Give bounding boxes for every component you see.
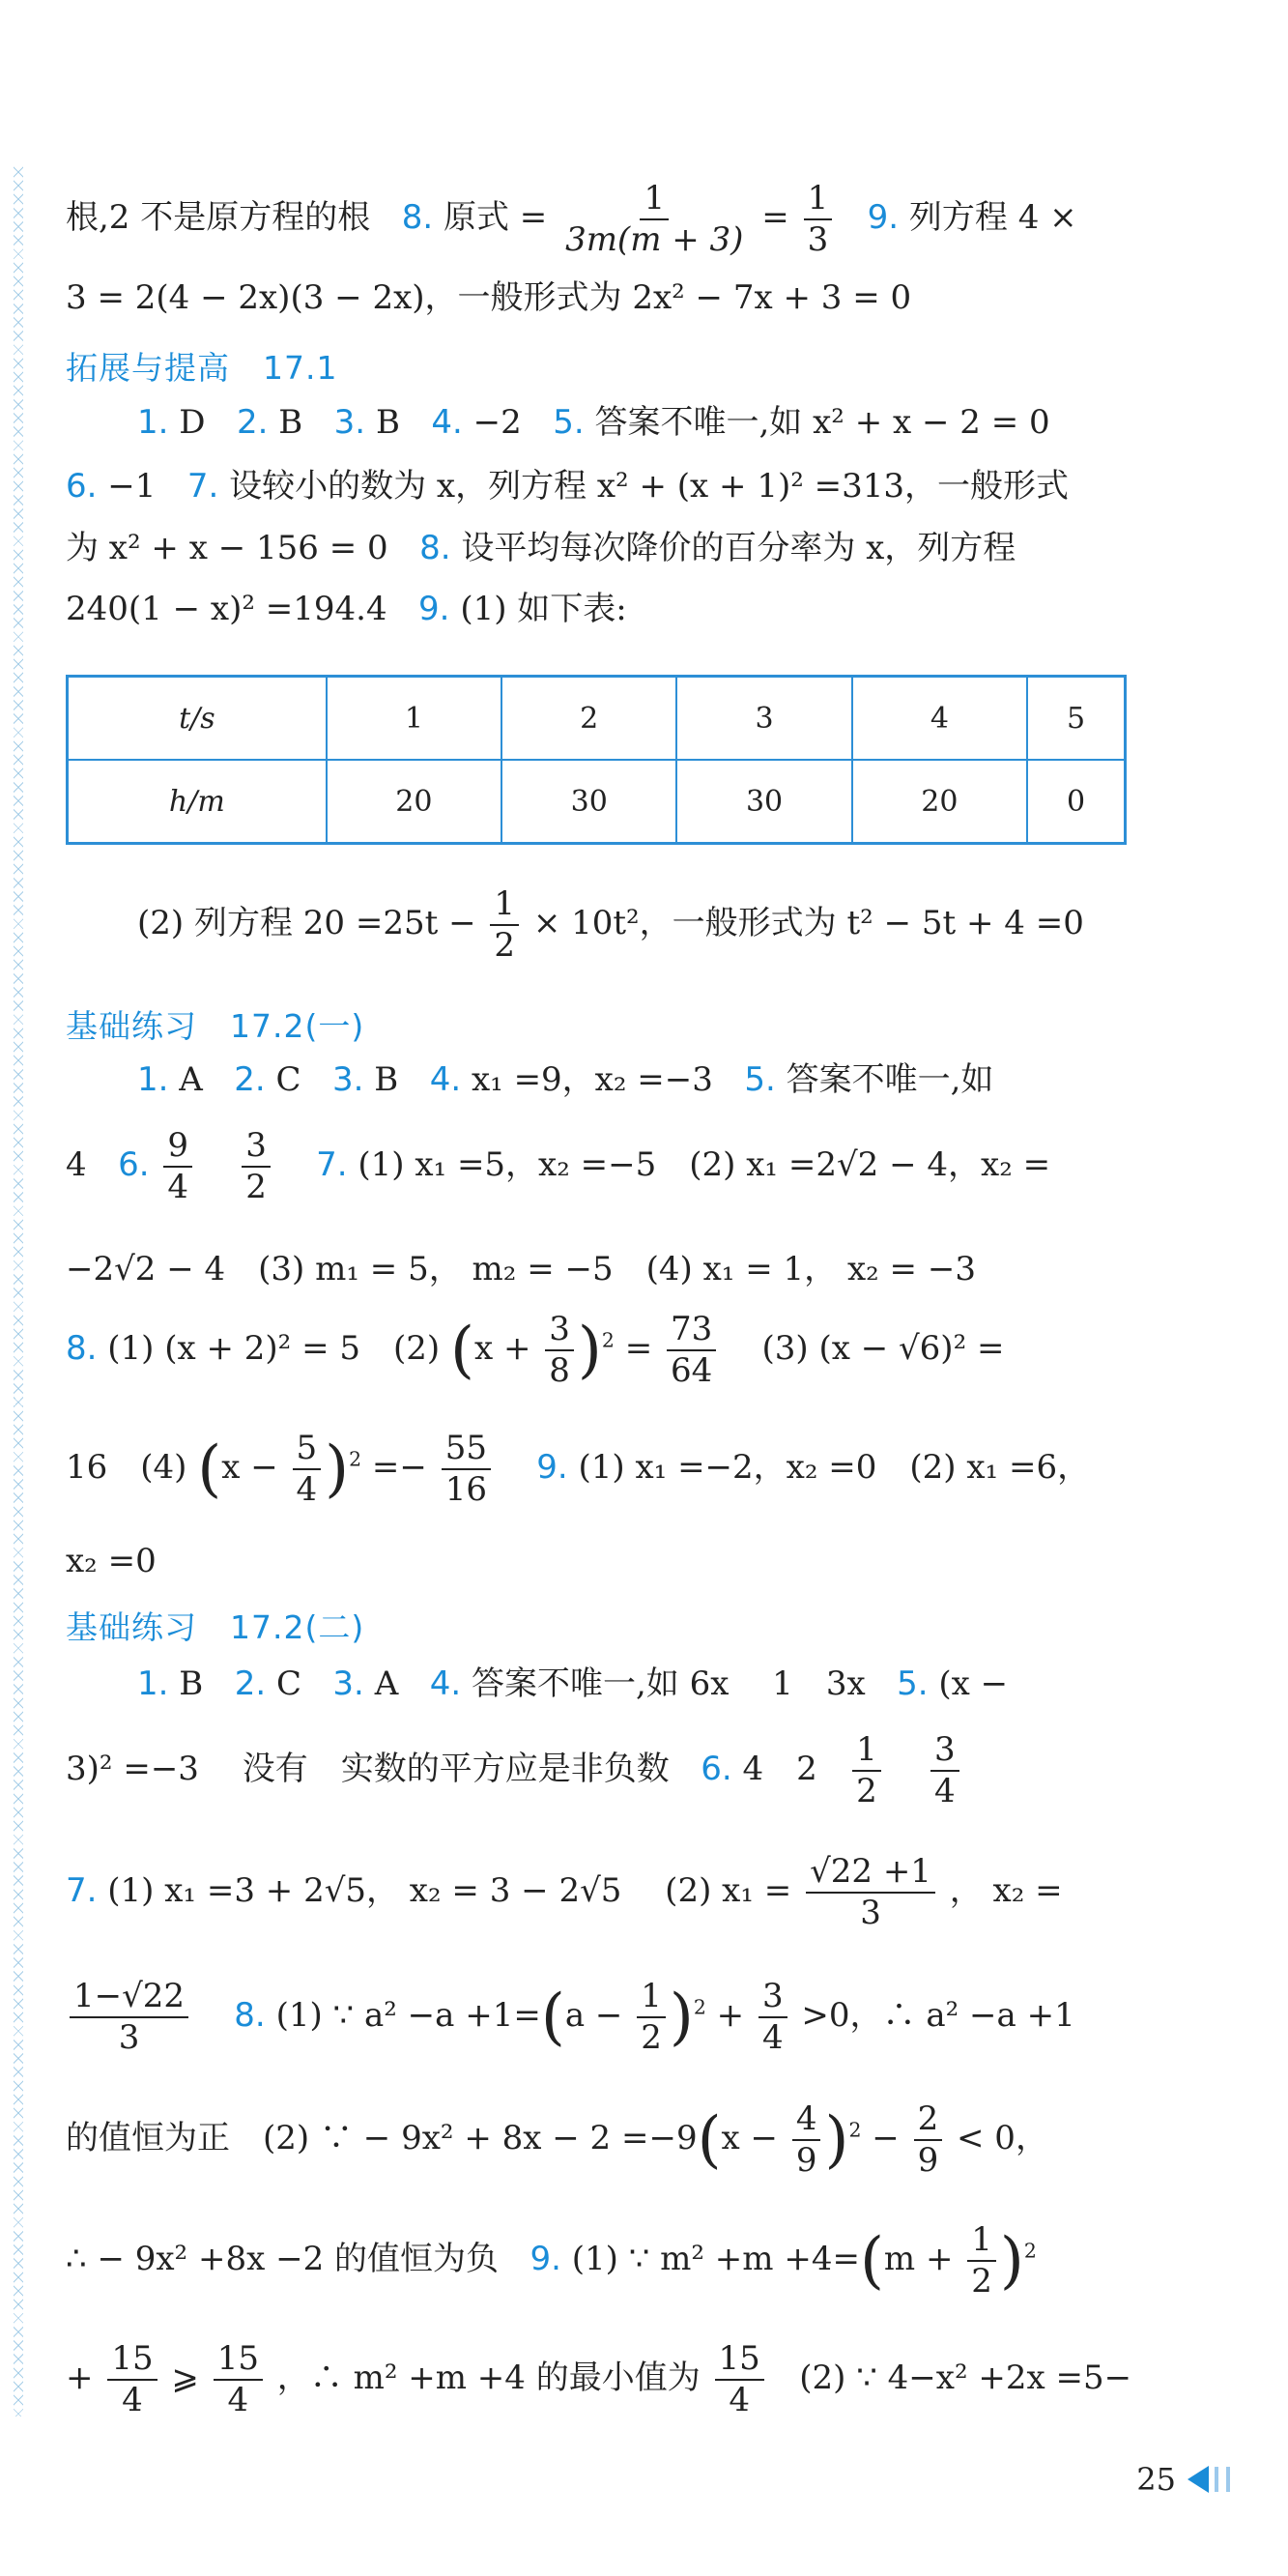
text: 列方程 4 ×: [908, 197, 1077, 237]
answer-line: (2) 列方程 20 =25t − $\frac{1}{2}$ × 10t²，一般形式为 t² − 5t + 4 =0: [137, 884, 1084, 965]
fraction: $\frac{1}{3}$: [804, 179, 833, 260]
page-bars-icon: [1215, 2467, 1230, 2492]
question-number: 8.: [401, 197, 434, 237]
answer-line: 3 = 2(4 − 2x)(3 − 2x)，一般形式为 2x² − 7x + 3 = 0: [66, 278, 912, 317]
answer-line: 的值恒为正 (2) ∵ − 9x² + 8x − 2 =−9(x − $\frac{4}{9}$ )$^2$ − $\frac{2}{9}$ < 0，: [66, 2099, 1048, 2180]
table-row: [68, 760, 1126, 844]
fraction: $\frac{1}{2}$: [637, 1977, 666, 2058]
fraction: $\frac{3}{8}$: [545, 1310, 574, 1391]
table-cell: t/s: [68, 677, 327, 761]
table-cell: 2: [501, 677, 676, 761]
answer-line: 1. A 2. C 3. B 4. x₁ =9，x₂ =−3 5. 答案不唯一,如: [137, 1060, 994, 1099]
fraction: $\frac{1-√22}{3}$: [70, 1977, 188, 2058]
fraction: $\frac{1}{2}$: [490, 884, 519, 966]
fraction: $\frac{4}{9}$: [792, 2099, 821, 2181]
answer-line: −2√2 − 4 (3) m₁ = 5， m₂ = −5 (4) x₁ = 1， x₂ = −3: [66, 1250, 976, 1288]
fraction: $\frac{15}{4}$: [715, 2339, 764, 2420]
table-cell: h/m: [68, 760, 327, 844]
left-decorative-border: [14, 164, 23, 2417]
fraction: $\frac{2}{9}$: [914, 2099, 943, 2181]
page-arrow-icon: [1188, 2466, 1209, 2493]
text: 原式 =: [443, 197, 548, 237]
answer-line: x₂ =0: [66, 1542, 157, 1580]
answer-line: 240(1 − x)² =194.4 9. (1) 如下表:: [66, 590, 627, 628]
fraction: $\frac{1}{2}$: [967, 2220, 996, 2301]
table-cell: 5: [1027, 677, 1125, 761]
fraction: $\frac{3}{2}$: [242, 1126, 271, 1207]
fraction: $\frac{15}{4}$: [107, 2339, 157, 2420]
section-heading: 拓展与提高 17.1: [66, 349, 338, 387]
answer-line: 为 x² + x − 156 = 0 8. 设平均每次降价的百分率为 x，列方程: [66, 529, 1016, 567]
table-cell: 4: [852, 677, 1027, 761]
fraction: $\frac{5}{4}$: [293, 1429, 322, 1510]
table-cell: 3: [676, 677, 851, 761]
table-cell: 20: [327, 760, 501, 844]
answer-line: 4 6. $\frac{9}{4}$ $\frac{3}{2}$ 7. (1) x₁ =5，x₂ =−5 (2) x₁ =2√2 − 4，x₂ =: [66, 1126, 1051, 1206]
table-cell: 30: [676, 760, 851, 844]
fraction: $\frac{3}{4}$: [758, 1977, 787, 2058]
answer-line: 6. −1 7. 设较小的数为 x，列方程 x² + (x + 1)² =313，一般形式: [66, 467, 1070, 506]
fraction: $\frac{3}{4}$: [930, 1730, 959, 1811]
fraction: $\frac{1}{2}$: [852, 1730, 881, 1811]
table-cell: 0: [1027, 760, 1125, 844]
table-cell: 30: [501, 760, 676, 844]
answer-line: 3)² =−3 没有 实数的平方应是非负数 6. 4 2 $\frac{1}{2}$ $\frac{3}{4}$: [66, 1730, 1129, 1811]
table-cell: 1: [327, 677, 501, 761]
section-heading: 基础练习 17.2(二): [66, 1608, 365, 1646]
answer-line: 1. D 2. B 3. B 4. −2 5. 答案不唯一,如 x² + x − 2 = 0: [137, 403, 1050, 442]
answer-line: 8. (1) (x + 2)² = 5 (2) (x + $\frac{3}{8}$ )$^2$ = $\frac{73}{64}$ (3) (x − √6)² =: [66, 1310, 1005, 1390]
fraction: $\frac{73}{64}$: [667, 1310, 716, 1391]
answer-line: [66, 179, 1129, 260]
section-heading: 基础练习 17.2(一): [66, 1007, 365, 1045]
fraction: $\frac{55}{16}$: [442, 1429, 491, 1510]
answer-line: 16 (4) (x − $\frac{5}{4}$ )$^2$ =− $\frac{55}{16}$ 9. (1) x₁ =−2，x₂ =0 (2) x₁ =6，: [66, 1429, 1091, 1509]
fraction: $\frac{√22 +1}{3}$: [806, 1852, 935, 1933]
question-number: 9.: [867, 197, 900, 237]
fraction: $\frac{9}{4}$: [163, 1126, 192, 1207]
text: 根,2 不是原方程的根: [66, 197, 371, 237]
page-number: 25: [1136, 2461, 1176, 2498]
answer-line: $\frac{1-√22}{3}$ 8. (1) ∵ a² −a +1=(a − $\frac{1}{2}$ )$^2$ + $\frac{3}{4}$ >0，∴ a² −a +1: [66, 1977, 1129, 2058]
answer-line: 7. (1) x₁ =3 + 2√5， x₂ = 3 − 2√5 (2) x₁ = $\frac{√22 +1}{3}$ ， x₂ =: [66, 1852, 1063, 1932]
answer-line: 1. B 2. C 3. A 4. 答案不唯一,如 6x 1 3x 5. (x −: [137, 1664, 1009, 1703]
data-table: [66, 675, 1127, 845]
table-row: [68, 677, 1126, 761]
text: =: [761, 197, 789, 237]
answer-line: + $\frac{15}{4}$ ⩾ $\frac{15}{4}$ ，∴ m² +m +4 的最小值为 $\frac{15}{4}$ (2) ∵ 4−x² +2x =5−: [66, 2339, 1132, 2419]
table-cell: 20: [852, 760, 1027, 844]
fraction: $\frac{15}{4}$: [214, 2339, 263, 2420]
answer-line: ∴ − 9x² +8x −2 的值恒为负 9. (1) ∵ m² +m +4=(m + $\frac{1}{2}$ )$^2$: [66, 2220, 1037, 2301]
fraction: $\frac{1}{3m(m + 3)}$: [565, 179, 744, 259]
